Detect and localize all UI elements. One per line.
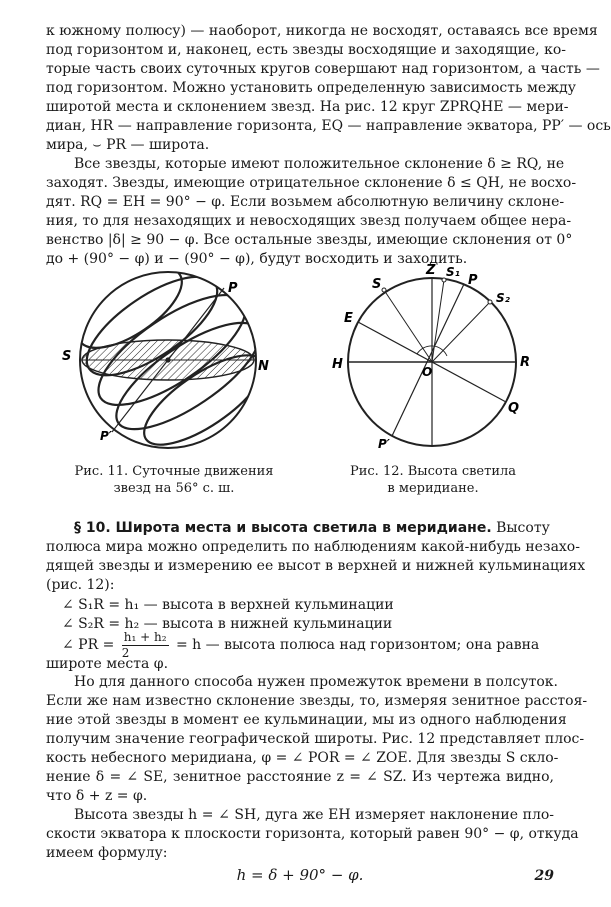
figure-12-caption-line2: в меридиане.: [387, 481, 479, 496]
label-p: P: [228, 281, 238, 296]
text-line: (рис. 12):: [46, 577, 115, 593]
formula-lhs: ∠ PR =: [62, 637, 115, 653]
text-line: заходят. Звезды, имеющие отрицательное склонение δ ≤ QH, не восхо-: [46, 175, 577, 191]
formula-upper-culmination: ∠ S₁R = h₁ — высота в верхней кульминации: [62, 597, 394, 613]
center-point: [165, 357, 170, 362]
text-line: что δ + z = φ.: [46, 788, 148, 804]
label-p: P: [468, 273, 478, 288]
text-line: к южному полюсу) — наоборот, никогда не восходят, оставаясь все время: [46, 23, 598, 39]
text-line: Все звезды, которые имеют положительное склонение δ ≥ RQ, не: [74, 156, 565, 172]
section-heading: § 10. Широта места и высота светила в меридиане.: [74, 520, 492, 536]
text-line: ние этой звезды в момент ее кульминации, мы из одного наблюдения: [46, 712, 567, 728]
text-line: венство |δ| ≥ 90 − φ. Все остальные звезды, имеющие склонения от 0°: [46, 232, 573, 248]
label-e: E: [344, 311, 353, 326]
text-line: имеем формулу:: [46, 845, 168, 861]
text-line: Высота звезды h = ∠ SH, дуга же EH измеряет наклонение пло-: [74, 807, 554, 823]
text-line: широте места φ.: [46, 656, 169, 672]
section-text: Высоту: [496, 520, 550, 536]
text-line: скости экватора к плоскости горизонта, который равен 90° − φ, откуда: [46, 826, 579, 842]
fraction-numerator: h₁ + h₂: [123, 629, 167, 644]
formula-lower-culmination: ∠ S₂R = h₂ — высота в нижней кульминации: [62, 616, 393, 632]
text-line: мира, ⌣ PR — широта.: [46, 137, 210, 153]
label-s1: S₁: [446, 265, 460, 279]
figure-11-sphere: [60, 268, 280, 464]
text-line: нение δ = ∠ SE, зенитное расстояние z = ∠ SZ. Из чертежа видно,: [46, 769, 554, 785]
text-line: до + (90° − φ) и − (90° − φ), будут восходить и заходить.: [46, 251, 468, 267]
text-line: под горизонтом и, наконец, есть звезды восходящие и заходящие, ко-: [46, 42, 566, 58]
text-line: Но для данного способа нужен промежуток времени в полсуток.: [74, 674, 559, 690]
text-line: под горизонтом. Можно установить определенную зависимость между: [46, 80, 576, 96]
label-p-prime: P′: [378, 437, 390, 451]
text-line: дящей звезды и измерению ее высот в верхней и нижней кульминациях: [46, 558, 586, 574]
label-r: R: [520, 355, 531, 370]
page-number: 29: [534, 868, 554, 884]
star-s2-point: [488, 300, 492, 304]
label-s: S: [372, 277, 382, 292]
label-q: Q: [508, 401, 520, 416]
figure-12-caption-line1: Рис. 12. Высота светила: [349, 464, 516, 479]
text-line: торые часть своих суточных кругов совершают над горизонтом, а часть —: [46, 61, 600, 77]
final-formula: h = δ + 90° − φ.: [236, 866, 364, 884]
figure-11-caption-line1: Рис. 11. Суточные движения: [74, 464, 274, 479]
world-axis: [392, 284, 464, 436]
label-s: S: [62, 349, 72, 364]
label-z: Z: [426, 263, 436, 278]
label-o: O: [422, 365, 433, 379]
formula-rhs: = h — высота полюса над горизонтом; она равна: [176, 637, 540, 653]
text-line: ния, то для незаходящих и невосходящих звезд получаем общее нера-: [46, 213, 572, 229]
star-s-line: [384, 290, 432, 362]
label-h: H: [332, 357, 343, 372]
text-line: полюса мира можно определить по наблюдениям какой-нибудь незахо-: [46, 539, 580, 555]
fraction-denominator: 2: [121, 645, 130, 660]
figure-12-meridian: [318, 260, 548, 460]
text-line: дят. RQ = EH = 90° − φ. Если возьмем абсолютную величину склоне-: [46, 194, 565, 210]
label-n: N: [258, 359, 269, 374]
label-s2: S₂: [496, 291, 510, 305]
star-s-point: [382, 288, 386, 292]
text-line: получим значение географической широты. Рис. 12 представляет плос-: [46, 731, 585, 747]
text-line: широтой места и склонением звезд. На рис. 12 круг ZPRQHE — мери-: [46, 99, 569, 115]
label-p-prime: P′: [100, 429, 112, 443]
text-line: Если же нам известно склонение звезды, то, измеряя зенитное расстоя-: [46, 693, 588, 709]
text-line: кость небесного меридиана, φ = ∠ POR = ∠ ZOE. Для звезды S скло-: [46, 750, 559, 766]
text-line: диан, HR — направление горизонта, EQ — направление экватора, PP′ — ось: [46, 118, 611, 134]
figure-11-caption-line2: звезд на 56° с. ш.: [113, 481, 235, 496]
section-first-line: [74, 519, 554, 537]
